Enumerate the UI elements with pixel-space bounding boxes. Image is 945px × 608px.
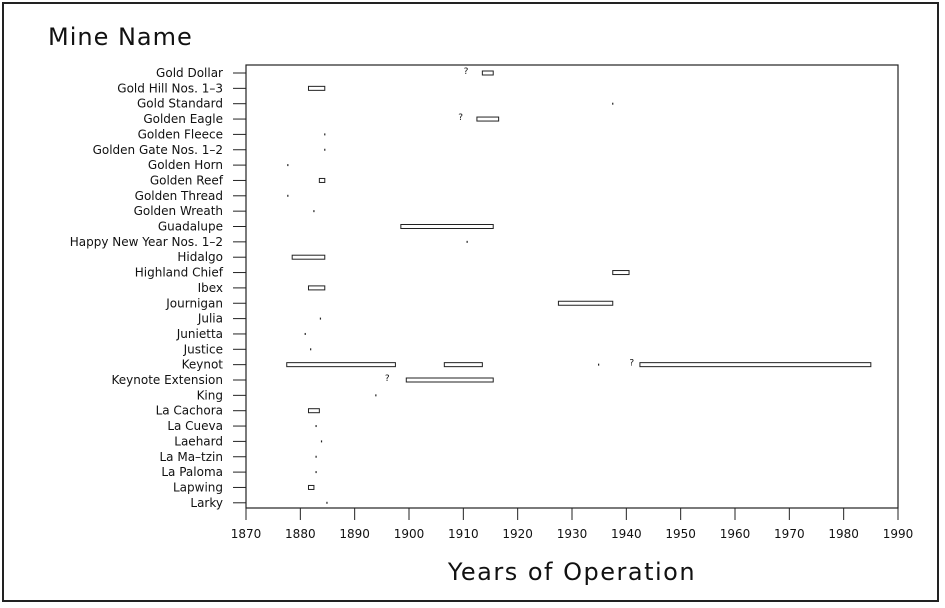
x-tick-label: 1910 <box>448 527 479 541</box>
mine-label: La Ma–tzin <box>159 449 223 464</box>
operation-point <box>310 348 311 350</box>
x-tick-label: 1960 <box>719 527 751 541</box>
mine-label: Golden Gate Nos. 1–2 <box>92 142 223 157</box>
x-tick-label: 1920 <box>502 527 533 541</box>
x-tick-label: 1870 <box>230 527 262 541</box>
operation-period-bar <box>308 485 313 489</box>
mine-label: Keynote Extension <box>111 373 223 387</box>
mine-label: Gold Dollar <box>156 66 223 80</box>
mine-label: Golden Reef <box>149 173 223 188</box>
mine-label: La Cueva <box>167 419 223 434</box>
operation-point <box>315 471 316 473</box>
operation-point <box>326 502 327 504</box>
mine-label: Laehard <box>174 434 223 449</box>
operation-period-bar <box>308 409 319 413</box>
operation-period-bar <box>292 255 325 259</box>
chart-title: Mine Name <box>48 23 193 51</box>
mine-label: Golden Eagle <box>143 112 223 127</box>
operation-period-bar <box>640 363 871 367</box>
mine-label: Happy New Year Nos. 1–2 <box>69 234 223 249</box>
operation-period-bar <box>477 117 499 121</box>
mine-label: Gold Hill Nos. 1–3 <box>117 81 223 96</box>
plot-area <box>246 65 898 508</box>
mine-label: Golden Horn <box>147 158 223 173</box>
mine-label: Golden Fleece <box>137 127 223 142</box>
operation-period-bar <box>308 86 324 90</box>
operation-point <box>467 241 468 243</box>
mine-label: La Paloma <box>161 465 223 480</box>
x-tick-label: 1940 <box>611 527 642 541</box>
operation-point <box>612 103 613 105</box>
x-tick-label: 1890 <box>339 527 370 541</box>
x-tick-label: 1980 <box>828 527 859 541</box>
operation-point <box>313 210 314 212</box>
operation-period-bar <box>406 378 493 382</box>
x-tick-label: 1950 <box>665 527 696 541</box>
mine-label: Guadalupe <box>157 219 223 234</box>
mine-label: Larky <box>190 495 223 510</box>
operation-period-bar <box>308 286 324 290</box>
uncertain-marker: ? <box>463 67 469 77</box>
operation-point <box>305 333 306 335</box>
operation-point <box>321 440 322 442</box>
mine-label: Golden Thread <box>134 188 223 203</box>
operation-period-bar <box>558 301 612 305</box>
operation-period-bar <box>444 363 482 367</box>
mine-label: Highland Chief <box>134 265 223 280</box>
operation-point <box>287 164 288 166</box>
operation-period-bar <box>401 225 493 229</box>
mine-label: Keynot <box>181 357 223 372</box>
x-tick-label: 1970 <box>774 527 805 541</box>
mine-label: Lapwing <box>172 480 223 495</box>
mine-label: Justice <box>183 342 223 357</box>
x-tick-label: 1990 <box>882 527 914 541</box>
mine-label: Hidalgo <box>177 250 223 265</box>
operation-period-bar <box>613 271 629 275</box>
x-tick-label: 1900 <box>393 527 425 541</box>
x-tick-label: 1930 <box>556 527 588 541</box>
uncertain-marker: ? <box>629 358 635 369</box>
operation-point <box>320 318 321 320</box>
uncertain-marker: ? <box>458 113 464 124</box>
mine-label: Julia <box>197 311 223 326</box>
operation-point <box>598 364 599 366</box>
mine-label: Gold Standard <box>137 96 223 111</box>
mine-label: Golden Wreath <box>133 204 223 219</box>
mine-label: King <box>196 388 223 403</box>
operation-period-bar <box>482 71 493 75</box>
operation-point <box>315 425 316 427</box>
operation-point <box>324 149 325 151</box>
x-tick-label: 1880 <box>285 527 316 541</box>
operation-point <box>315 456 316 458</box>
mine-label: Junietta <box>176 326 223 341</box>
x-axis-label: Years of Operation <box>447 558 697 586</box>
uncertain-marker: ? <box>384 374 390 384</box>
operation-point <box>375 394 376 396</box>
operation-point <box>324 133 325 135</box>
operation-period-bar <box>319 178 324 182</box>
operation-point <box>287 195 288 197</box>
mine-label: Ibex <box>197 280 223 295</box>
mine-label: Journigan <box>166 296 223 311</box>
operation-period-bar <box>287 363 396 367</box>
mine-label: La Cachora <box>155 403 223 418</box>
